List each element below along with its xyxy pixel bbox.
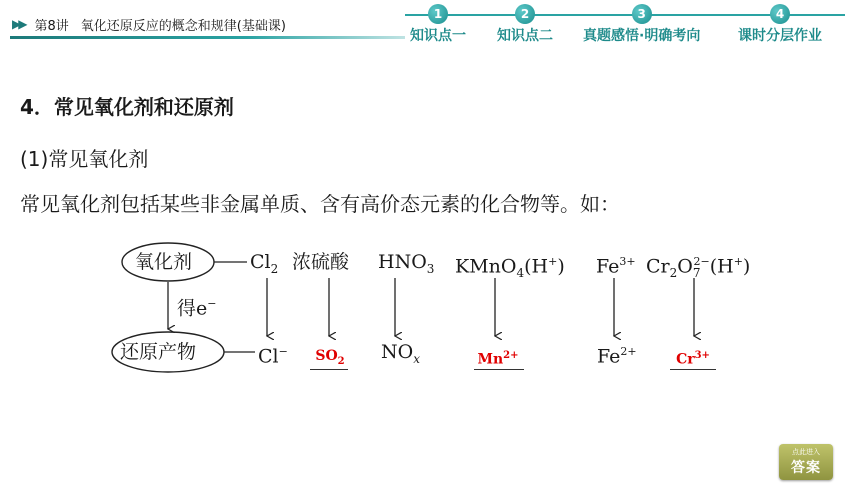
oxidant-reduction-diagram [0, 230, 860, 390]
answer-button-label: 答案 [791, 460, 821, 476]
product-nox: $NO_x$ [381, 341, 420, 366]
oxidant-concentrated-sulfuric-acid: 浓硫酸 [292, 251, 350, 273]
answer-button-hint: 点此进入 [792, 448, 820, 456]
double-play-arrow-icon: ▶▶ [12, 17, 25, 31]
nav-number-badge: 4 [770, 4, 790, 24]
nav-tab-label: 知识点二 [497, 28, 553, 44]
answer-so2: $SO_2$ [315, 348, 345, 367]
nav-number-badge: 3 [632, 4, 652, 24]
nav-tab-knowledge-point-1[interactable] [410, 0, 466, 45]
lesson-number: 第8讲 [34, 18, 69, 34]
answer-mn2: $Mn^{2+}$ [477, 350, 519, 368]
answer-blank-line [474, 369, 524, 370]
answer-blank-line [670, 369, 716, 370]
gain-electron-label: 得e− [177, 297, 217, 320]
oxidant-label: 氧化剂 [135, 251, 193, 273]
lesson-title: 氧化还原反应的概念和规律(基础课) [80, 18, 286, 34]
body-paragraph: 常见氧化剂包括某些非金属单质、含有高价态元素的化合物等。如： [20, 192, 620, 216]
nav-number-badge: 1 [428, 4, 448, 24]
nav-tab-label: 真题感悟·明确考向 [583, 28, 701, 44]
subsection-heading: (1)常见氧化剂 [20, 147, 149, 171]
oxidant-kmno4: KMnO$_4$(H+) [455, 255, 565, 281]
oxidant-cr2o7: $Cr_2O_7^{2-}(H^+)$ [646, 255, 751, 281]
nav-tab-label: 知识点一 [410, 28, 466, 44]
nav-tab-past-exam-review[interactable] [583, 0, 700, 45]
nav-tab-label: 课时分层作业 [738, 28, 822, 44]
product-chloride: Cl− [258, 345, 288, 368]
nav-tab-knowledge-point-2[interactable] [497, 0, 553, 45]
nav-number-badge: 2 [515, 4, 535, 24]
section-heading: 4．常见氧化剂和还原剂 [20, 95, 234, 119]
top-navigation-bar [0, 0, 860, 52]
answer-blank-line [310, 369, 348, 370]
nav-tab-homework[interactable] [738, 0, 822, 45]
oxidant-hno3: $HNO_3$ [378, 251, 435, 276]
oxidant-cl2: $Cl_2$ [250, 251, 279, 276]
show-answer-button[interactable] [779, 444, 833, 480]
product-fe2: $Fe^{2+}$ [597, 345, 637, 368]
breadcrumb-underline [10, 36, 405, 39]
reduction-product-label: 还原产物 [120, 341, 197, 363]
breadcrumb [0, 12, 380, 36]
answer-cr3: $Cr^{3+}$ [676, 350, 710, 368]
oxidant-fe3: $Fe^{3+}$ [596, 255, 636, 278]
